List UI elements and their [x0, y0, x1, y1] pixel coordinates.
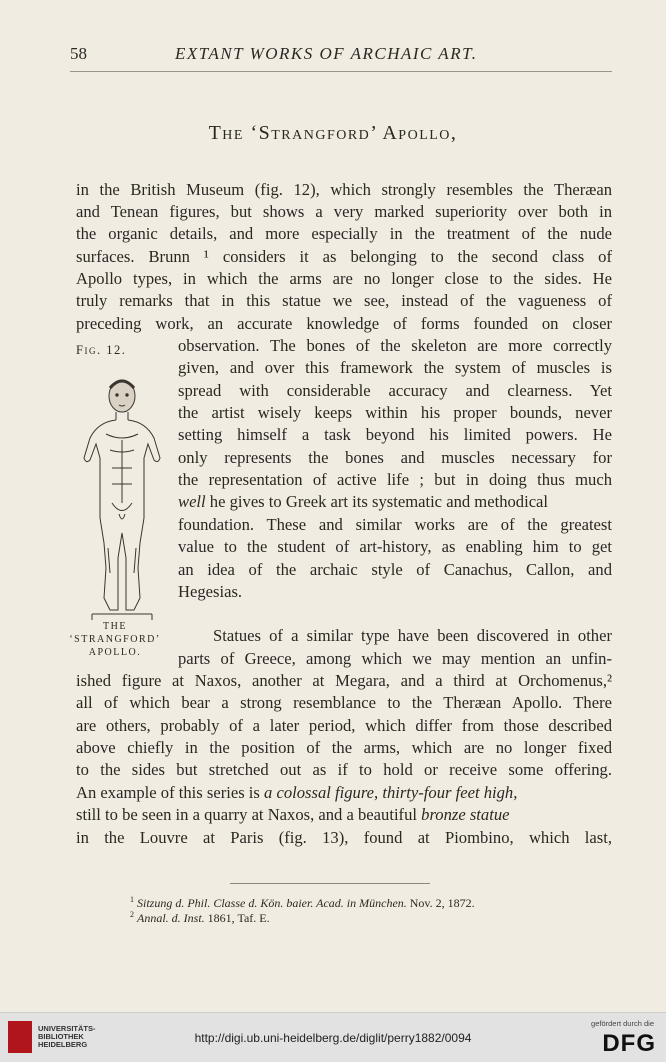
text-line: all of which bear a strong resemblance to the Theræan Apollo. There	[76, 693, 612, 712]
footnote-plain: 1861, Taf. E.	[204, 911, 270, 925]
header-rule	[70, 71, 612, 72]
library-line: HEIDELBERG	[38, 1040, 88, 1049]
text-line: truly remarks that in this statue we see, instead of the vagueness of	[76, 291, 612, 310]
footnote-mark: 1	[130, 895, 134, 904]
figure-caption-line: APOLLO.	[88, 647, 142, 658]
text-line: are others, probably of a later period, which differ from those described	[76, 716, 612, 735]
text-line: setting himself a task beyond his limited powers. He	[178, 425, 612, 444]
text-line: and Tenean figures, but shows a very marked superiority over both in	[76, 202, 612, 221]
text-line	[76, 804, 509, 825]
running-title: EXTANT WORKS OF ARCHAIC ART.	[175, 44, 478, 63]
viewer-footer	[0, 1012, 666, 1062]
text-line: observation. The bones of the skeleton are more correctly	[178, 336, 612, 355]
text-line: surfaces. Brunn ¹ considers it as belonging to the second class of	[76, 247, 612, 266]
text-line	[76, 782, 517, 803]
text-line: only represents the bones and muscles necessary for	[178, 448, 612, 467]
text-line: above chiefly in the position of the arms, which are no longer fixed	[76, 738, 612, 757]
footnote-mark: 2	[130, 910, 134, 919]
text-line: ished figure at Naxos, another at Megara, and a third at Orchomenus,²	[76, 671, 612, 690]
text-line: Statues of a similar type have been discovered in other	[213, 626, 612, 645]
footnote-italic: Sitzung d. Phil. Classe d. Kön. baier. Acad. in München.	[137, 896, 407, 910]
text-line-pre: still to be seen in a quarry at Naxos, and a beautiful	[76, 805, 422, 824]
page-number: 58	[70, 44, 87, 63]
text-line: preceding work, an accurate knowledge of forms founded on closer	[76, 314, 612, 333]
text-line: foundation. These and similar works are of the greatest	[178, 515, 612, 534]
text-line	[178, 491, 612, 512]
text-line: the representation of active life ; but in doing thus much	[178, 470, 612, 489]
library-line: BIBLIOTHEK	[38, 1032, 84, 1041]
text-line: spread with considerable accuracy and clearness. Yet	[178, 381, 612, 400]
figure-caption-line: ‘STRANGFORD’	[69, 634, 161, 645]
text-line: parts of Greece, among which we may mention an unfin-	[178, 649, 612, 668]
running-head	[70, 44, 616, 68]
text-line: to the sides but stretched out as if to hold or receive some offering.	[76, 760, 612, 779]
footnote-plain: Nov. 2, 1872.	[406, 896, 475, 910]
figure-label: Fig. 12.	[76, 343, 127, 357]
text-line: in the Louvre at Paris (fig. 13), found at Piombino, which last,	[76, 828, 612, 847]
dfg-logo: DFG	[602, 1030, 656, 1057]
text-line: an idea of the archaic style of Canachus, Callon, and	[178, 560, 612, 579]
text-line: value to the student of art-history, as enabling him to get	[178, 537, 612, 556]
text-line: the organic details, and more especially in the treatment of the nude	[76, 224, 612, 243]
footnote-2	[130, 910, 270, 926]
text-line-rest: he gives to Greek art its systematic and methodical	[205, 492, 549, 511]
footnote-rule	[230, 883, 430, 884]
text-line: given, and over this framework the system of muscles is	[178, 358, 612, 377]
text-line: Apollo types, in which the arms are no longer close to the sides. He	[76, 269, 612, 288]
emphasis-well: well	[178, 492, 206, 511]
library-line: UNIVERSITÄTS-	[38, 1024, 96, 1033]
permalink-url[interactable]: http://digi.ub.uni-heidelberg.de/diglit/perry1882/0094	[194, 1031, 472, 1045]
footnote-1	[130, 895, 475, 911]
figure-caption-line: THE	[103, 621, 127, 632]
text-line: Hegesias.	[178, 582, 243, 601]
text-line: in the British Museum (fig. 12), which strongly resembles the Theræan	[76, 180, 612, 199]
text-line: the artist wisely keeps within his proper bounds, never	[178, 403, 612, 422]
emphasis-bronze: bronze statue	[421, 805, 510, 824]
text-line-pre: An example of this series is	[76, 783, 265, 802]
funding-text: gefördert durch die	[591, 1019, 654, 1028]
emphasis-colossal: a colossal figure, thirty-four feet high,	[264, 783, 518, 802]
footnote-italic: Annal. d. Inst.	[137, 911, 205, 925]
section-heading: The ‘Strangford’ Apollo,	[208, 122, 458, 144]
apollo-statue-illustration	[76, 368, 168, 620]
